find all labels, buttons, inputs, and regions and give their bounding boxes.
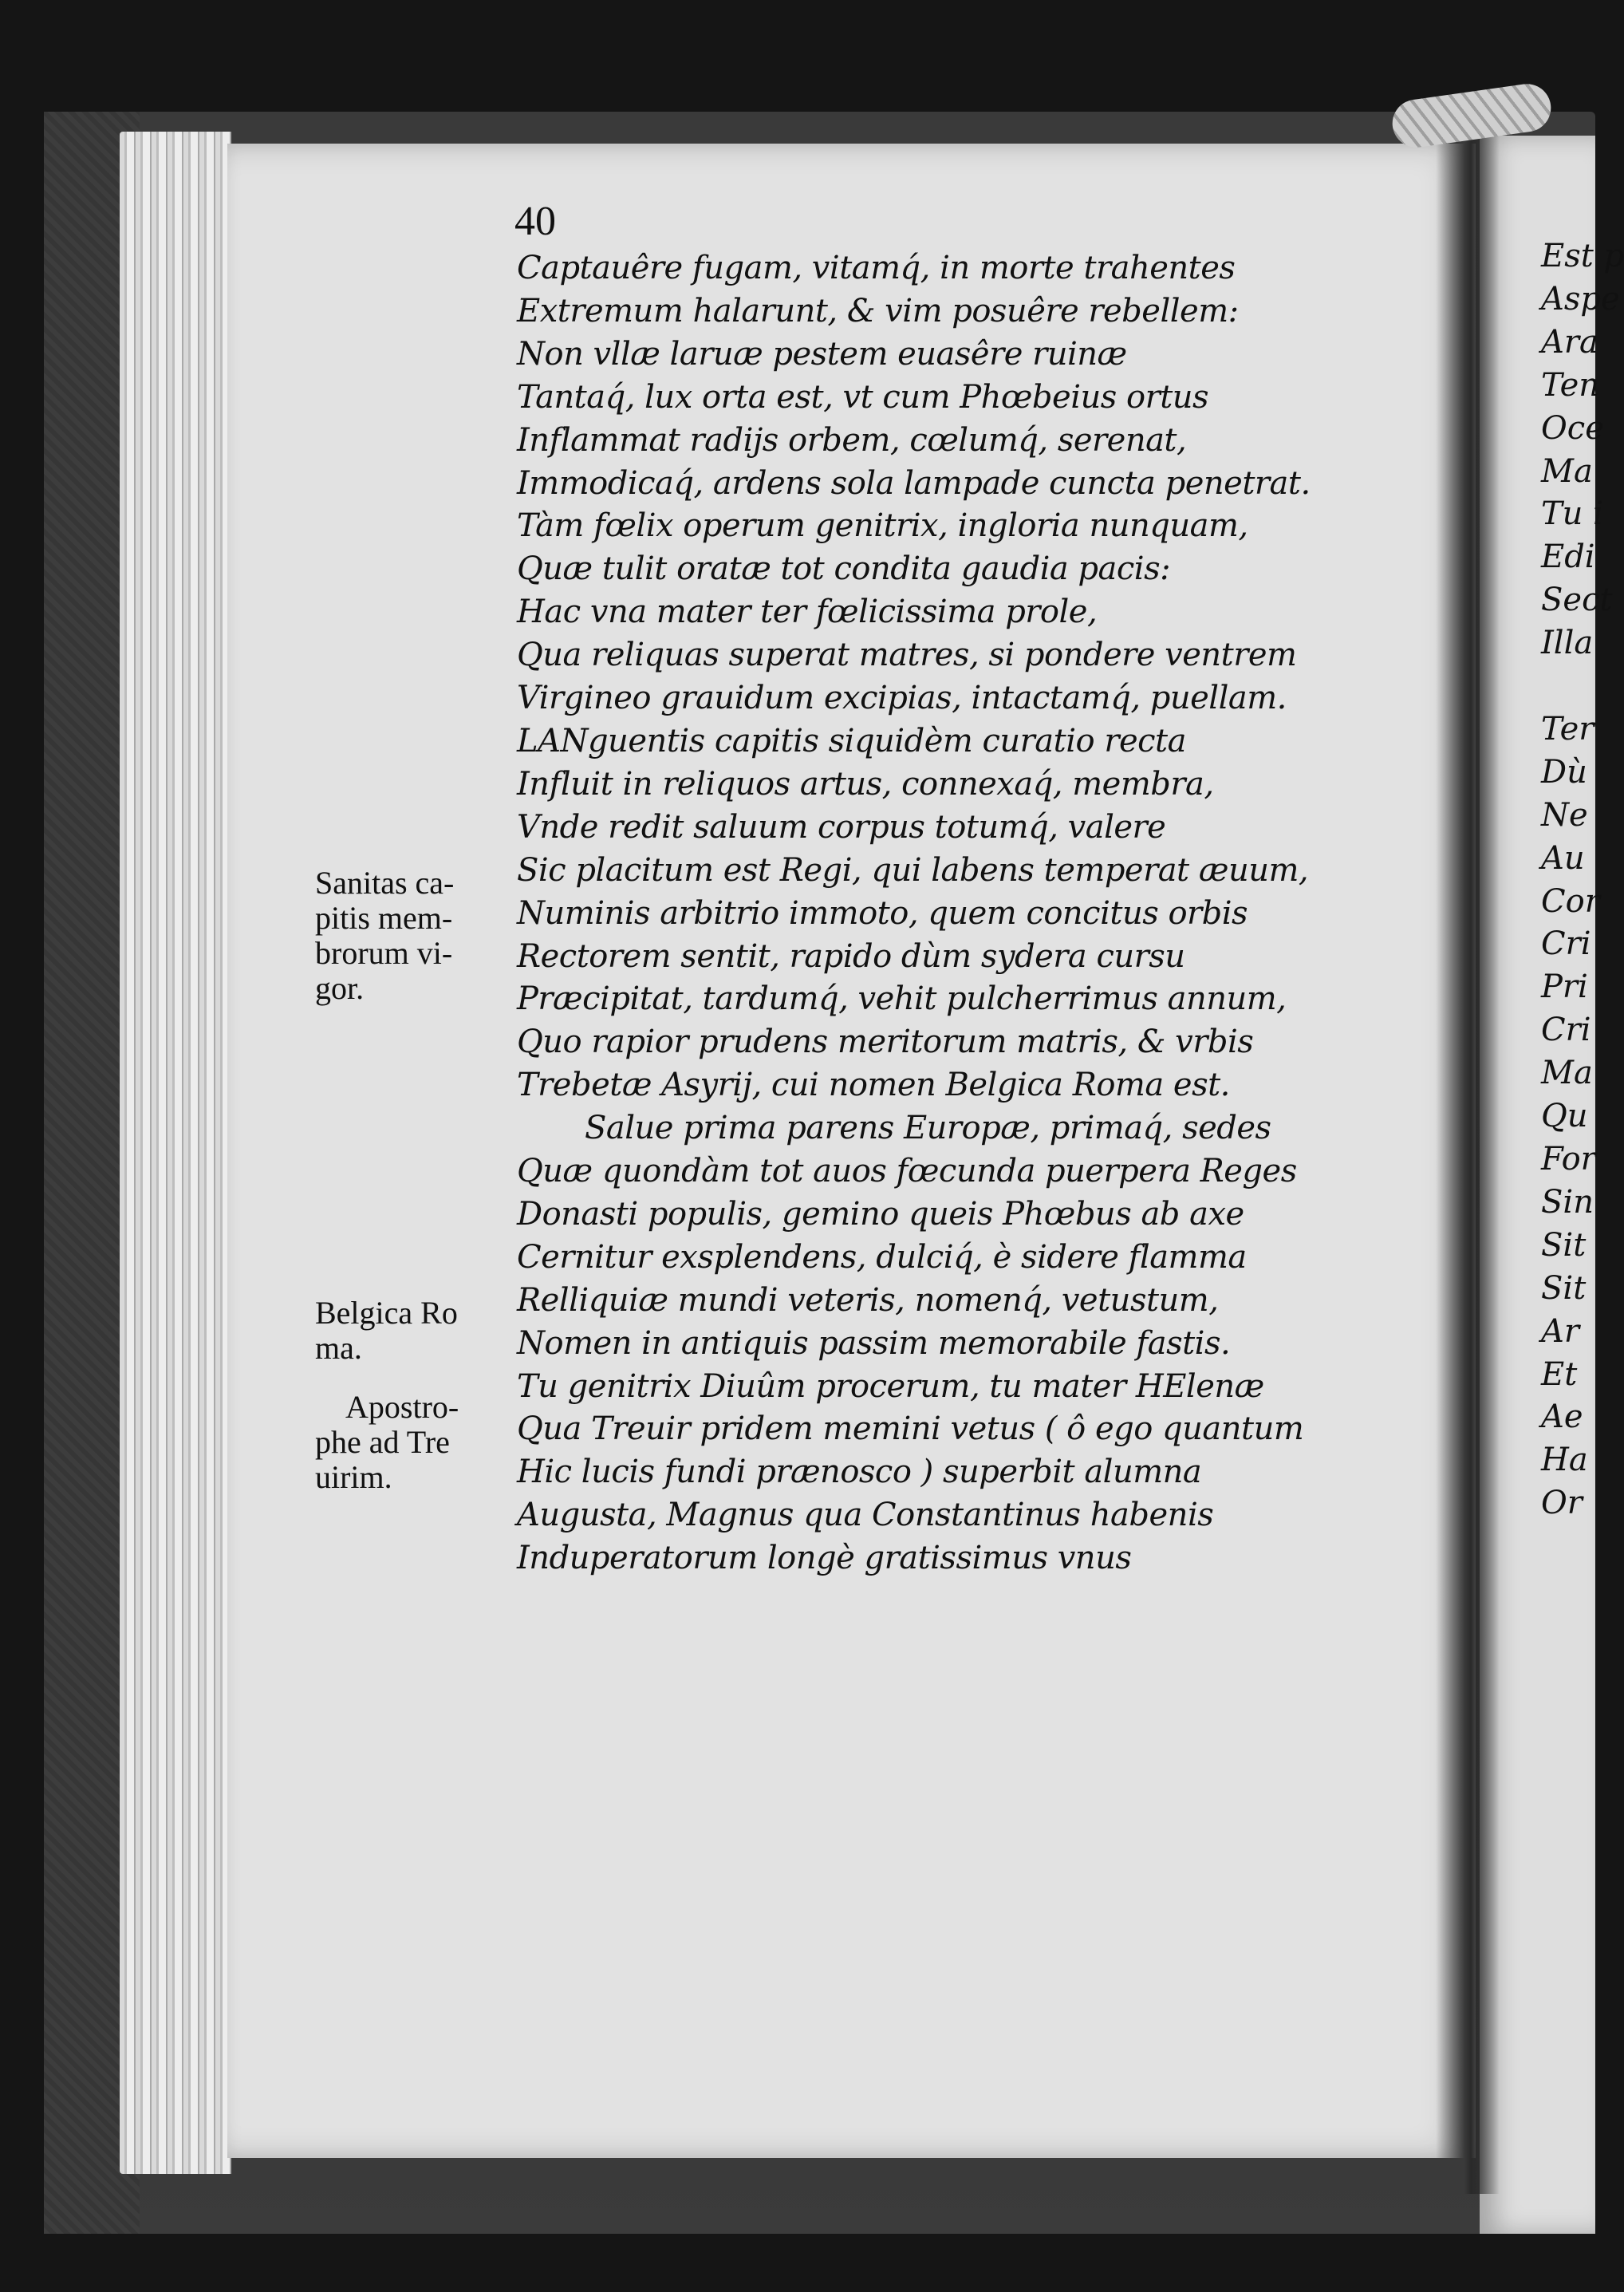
verse-line: Salue prima parens Europæ, primaq́, sedes [585,1110,1271,1147]
verse-line: Hac vna mater ter fœlicissima prole, [517,594,1098,631]
book-gutter [1436,120,1500,2194]
verse-line: Quæ tulit oratæ tot condita gaudia pacis: [517,550,1171,588]
verse-line: Tu genitrix Diuûm procerum, tu mater HElenæ [517,1367,1264,1405]
page-edge-stack [120,132,231,2174]
facing-line: Ar [1541,1312,1580,1350]
facing-line: Tu i [1541,495,1603,533]
facing-line: Sin [1541,1183,1594,1221]
verse-line: Hic lucis fundi prænosco ) superbit alumna [517,1454,1202,1491]
facing-line: Ae [1541,1398,1583,1436]
facing-line: Dù [1541,753,1587,791]
note-line: Apostro- [345,1389,459,1425]
facing-page-text [1541,235,1624,1525]
verse-line: Non vllæ laruæ pestem euasêre ruinæ [517,335,1127,373]
facing-line: Cri [1541,1012,1591,1049]
facing-line: Ha [1541,1442,1588,1479]
marginal-note-apostrophe [315,1390,514,1495]
facing-line: Ara [1541,323,1598,361]
verse-line: Præcipitat, tardumq́, vehit pulcherrimus annum, [517,980,1287,1018]
verse-line: Rectorem sentit, rapido dùm sydera cursu [517,937,1185,975]
facing-line: Au [1541,839,1585,877]
facing-line: Est p [1541,238,1624,274]
facing-line: Ne [1541,796,1588,834]
marginal-note-sanitas [315,866,514,1006]
verse-line: Augusta, Magnus qua Constantinus habenis [517,1497,1214,1534]
facing-line: Et [1541,1355,1578,1393]
verse-line: Inflammat radijs orbem, cœlumq́, serenat, [517,421,1187,459]
verse-text [517,247,1442,1580]
verse-line: Sic placitum est Regi, qui labens temperat æuum, [517,851,1309,889]
verse-line: Quo rapior prudens meritorum matris, & vrbis [517,1024,1254,1061]
verse-line: Tàm fœlix operum genitrix, ingloria nunquam, [517,507,1248,545]
note-line: Belgica Ro [315,1295,458,1331]
facing-line: Sect [1541,582,1613,619]
facing-line: Aspe [1541,280,1620,318]
verse-line: Nomen in antiquis passim memorabile fastis. [517,1324,1231,1362]
facing-line: Qu [1541,1098,1588,1135]
note-line: uirim. [315,1459,392,1495]
verse-line: Qua reliquas superat matres, si pondere ventrem [517,637,1297,674]
verse-line: Quæ quondàm tot auos fœcunda puerpera Reges [517,1153,1297,1190]
verse-line: LANguentis capitis siquidèm curatio recta [517,722,1186,759]
facing-line: Ter [1541,710,1594,748]
facing-line: For [1541,1141,1596,1178]
facing-line: Sit [1541,1226,1587,1264]
verse-line: Induperatorum longè gratissimus vnus [517,1540,1132,1577]
facing-line: Ma [1541,452,1593,490]
note-line: phe ad Tre [315,1424,450,1460]
verse-line: Captauêre fugam, vitamq́, in morte trahentes [517,250,1236,286]
note-line: brorum vi- [315,935,453,971]
page-number: 40 [514,199,556,244]
verse-line: Extremum halarunt, & vim posuêre rebellem: [517,292,1239,329]
note-line: gor. [315,970,365,1006]
facing-line: Ten [1541,366,1600,404]
verse-line: Cernitur exsplendens, dulciq́, è sidere flamma [517,1238,1247,1276]
verse-line: Immodicaq́, ardens sola lampade cuncta penetrat. [517,464,1311,502]
facing-line: Cor [1541,882,1600,920]
note-line: pitis mem- [315,900,453,936]
note-line: ma. [315,1330,362,1366]
facing-line: Pri [1541,968,1588,1006]
facing-line: Edi [1541,538,1595,576]
facing-line-gap [1541,665,1595,708]
facing-line: Oce [1541,409,1604,447]
verse-line: Vnde redit saluum corpus totumq́, valere [517,808,1166,846]
facing-line: Or [1541,1485,1583,1522]
verse-line: Virgineo grauidum excipias, intactamq́, puellam. [517,680,1287,717]
marginal-note-belgica [315,1296,514,1366]
verse-line: Relliquiæ mundi veteris, nomenq́, vetustum, [517,1281,1219,1319]
facing-line: Cri [1541,925,1591,963]
note-line: Sanitas ca- [315,865,455,901]
verse-line: Trebetæ Asyrij, cui nomen Belgica Roma est. [517,1067,1230,1104]
facing-line: Sit [1541,1269,1587,1307]
verse-line: Influit in reliquos artus, connexaq́, membra, [517,765,1214,803]
facing-line: Ma [1541,1055,1593,1092]
verse-line: Numinis arbitrio immoto, quem concitus orbis [517,894,1248,932]
verse-line: Qua Treuir pridem memini vetus ( ô ego quantum [517,1410,1304,1448]
verse-line: Tantaq́, lux orta est, vt cum Phœbeius ortus [517,378,1209,416]
facing-line: Illa [1541,625,1594,662]
verse-line: Donasti populis, gemino queis Phœbus ab axe [517,1195,1244,1233]
